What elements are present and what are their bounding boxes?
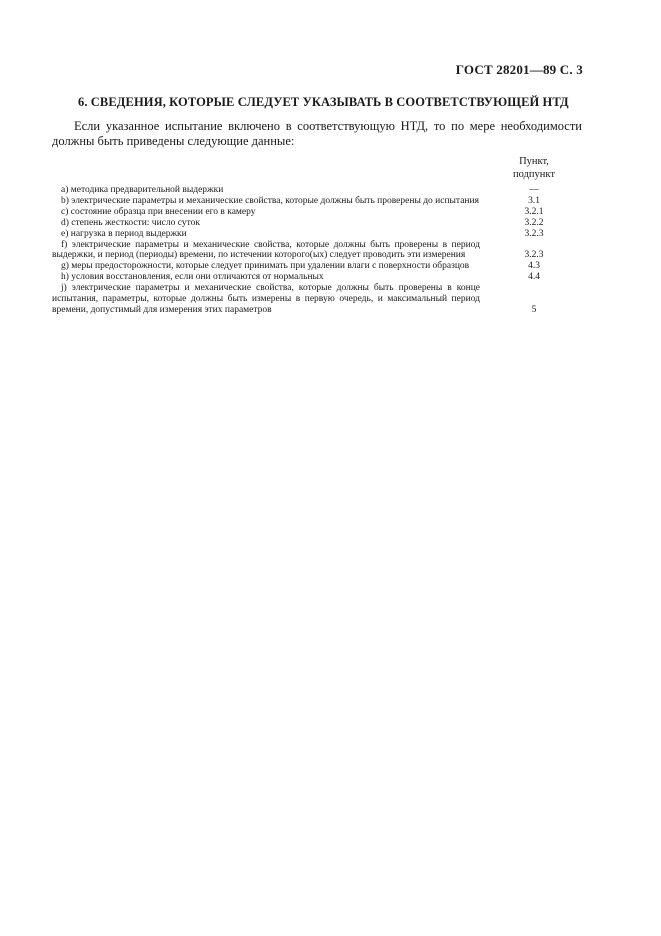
list-item [52, 207, 562, 218]
list-item [52, 196, 562, 207]
list-item-ref: 5 [531, 304, 537, 315]
list-item-text: j) электрические параметры и механические свойства, которые должны быть проверены в конце испытания, параметры, которые должны быть измерены в первую очередь, и максимальный период времени, допустимый для измерения этих параметров [52, 283, 480, 315]
list-item-text: b) электрические параметры и механические свойства, которые должны быть проверены до испытания [61, 195, 479, 206]
list-item-text: h) условия восстановления, если они отличаются от нормальных [61, 272, 324, 283]
intro-paragraph: Если указанное испытание включено в соответствующую НТД, то по мере необходимости должны быть приведены следующие данные: [52, 119, 582, 148]
list-item-ref: 4.4 [528, 272, 540, 283]
list-item-ref: 3.2.3 [524, 228, 544, 239]
list-item-ref: 3.1 [528, 195, 540, 206]
list-item [52, 240, 562, 262]
column-header-line1: Пункт, [519, 156, 549, 167]
list-item-ref: 3.2.1 [524, 206, 544, 217]
list-item-text: a) методика предварительной выдержки [61, 185, 224, 195]
list-item-ref: 3.2.3 [524, 250, 544, 261]
list-item [52, 185, 562, 196]
list-item [52, 261, 562, 272]
list-item-text: f) электрические параметры и механические свойства, которые должны быть проверены в период выдержки, и период (периоды) времени, по истечении которого(ых) следует проводить эти измерения [52, 239, 480, 261]
list-item-text: e) нагрузка в период выдержки [61, 228, 187, 239]
list-item-text: g) меры предосторожности, которые следует принимать при удалении влаги с поверхности образцов [61, 261, 470, 272]
section-title: 6. СВЕДЕНИЯ, КОТОРЫЕ СЛЕДУЕТ УКАЗЫВАТЬ В СООТВЕТСТВУЮЩЕЙ НТД [78, 95, 569, 109]
list-item [52, 218, 562, 229]
page-header: ГОСТ 28201—89 С. 3 [455, 62, 583, 77]
list-item-text: d) степень жесткости: число суток [61, 217, 200, 228]
column-header-line2: подпункт [513, 169, 555, 180]
list-item-text: c) состояние образца при внесении его в камеру [61, 206, 256, 217]
list-item-ref: 3.2.2 [524, 217, 544, 228]
items-list [52, 185, 562, 316]
column-header [506, 155, 562, 181]
list-item-ref: 4.3 [528, 261, 540, 272]
list-item [52, 283, 562, 316]
list-item [52, 272, 562, 283]
list-item-ref: — [529, 185, 539, 195]
list-item [52, 229, 562, 240]
